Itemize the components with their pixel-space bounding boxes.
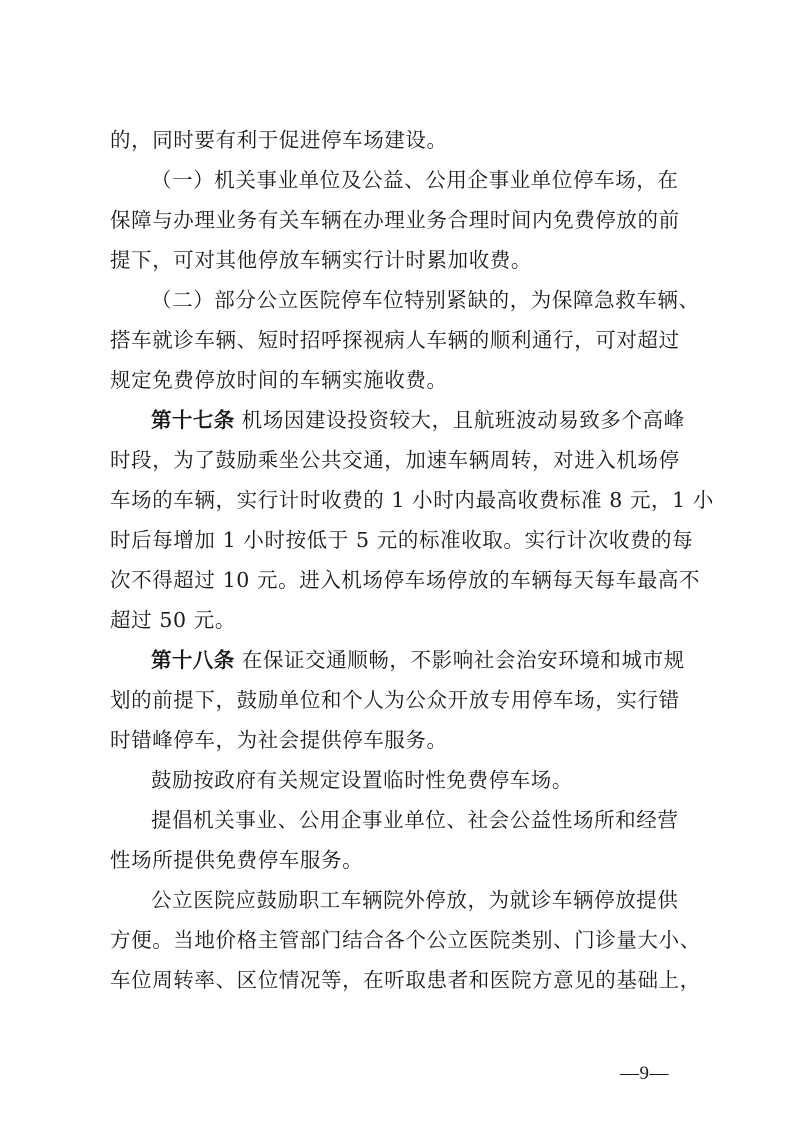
text-line: 搭车就诊车辆、短时招呼探视病人车辆的顺利通行，可对超过 — [110, 328, 680, 352]
paragraph-temporary-parking — [110, 760, 690, 800]
text-line: 次不得超过 10 元。进入机场停车场停放的车辆每天每车最高不 — [110, 568, 701, 592]
article-17-heading: 第十七条 — [151, 408, 235, 432]
paragraph-free-parking — [110, 800, 690, 880]
paragraph-item-2 — [110, 280, 700, 400]
text-line: 方便。当地价格主管部门结合各个公立医院类别、门诊量大小、 — [110, 928, 701, 952]
text-line — [110, 640, 690, 680]
paragraph-item-1 — [110, 160, 690, 280]
text-line: 提倡机关事业、公用企事业单位、社会公益性场所和经营 — [151, 808, 679, 832]
text-line: 时错峰停车，为社会提供停车服务。 — [110, 728, 448, 752]
paragraph-hospital-parking — [110, 880, 701, 1000]
article-18-heading: 第十八条 — [151, 648, 235, 672]
document-body — [110, 120, 715, 1000]
paragraph-continuation — [110, 120, 690, 160]
text-line: 车场的车辆，实行计时收费的 1 小时内最高收费标准 8 元，1 小 — [110, 488, 715, 512]
text-line: 公立医院应鼓励职工车辆院外停放，为就诊车辆停放提供 — [151, 888, 679, 912]
text-line: 时段，为了鼓励乘坐公共交通，加速车辆周转，对进入机场停 — [110, 448, 680, 472]
article-18-text: 在保证交通顺畅，不影响社会治安环境和城市规 — [234, 648, 685, 672]
text-line: 车位周转率、区位情况等，在听取患者和医院方意见的基础上， — [110, 968, 701, 992]
text-line: （二）部分公立医院停车位特别紧缺的，为保障急救车辆、 — [151, 288, 700, 312]
text-line: 鼓励按政府有关规定设置临时性免费停车场。 — [151, 768, 573, 792]
text-line: 划的前提下，鼓励单位和个人为公众开放专用停车场，实行错 — [110, 688, 680, 712]
text-line: 的，同时要有利于促进停车场建设。 — [110, 128, 448, 152]
text-line — [110, 400, 690, 440]
article-17-text: 机场因建设投资较大，且航班波动易致多个高峰 — [234, 408, 685, 432]
text-line: 性场所提供免费停车服务。 — [110, 848, 364, 872]
text-line: 时后每增加 1 小时按低于 5 元的标准收取。实行计次收费的每 — [110, 528, 694, 552]
page-number: —9— — [620, 1063, 669, 1084]
text-line: 超过 50 元。 — [110, 608, 236, 632]
text-line: （一）机关事业单位及公益、公用企事业单位停车场，在 — [151, 168, 679, 192]
text-line: 保障与办理业务有关车辆在办理业务合理时间内免费停放的前 — [110, 208, 680, 232]
text-line: 规定免费停放时间的车辆实施收费。 — [110, 368, 448, 392]
article-17 — [110, 400, 715, 640]
article-18 — [110, 640, 690, 760]
text-line: 提下，可对其他停放车辆实行计时累加收费。 — [110, 248, 532, 272]
